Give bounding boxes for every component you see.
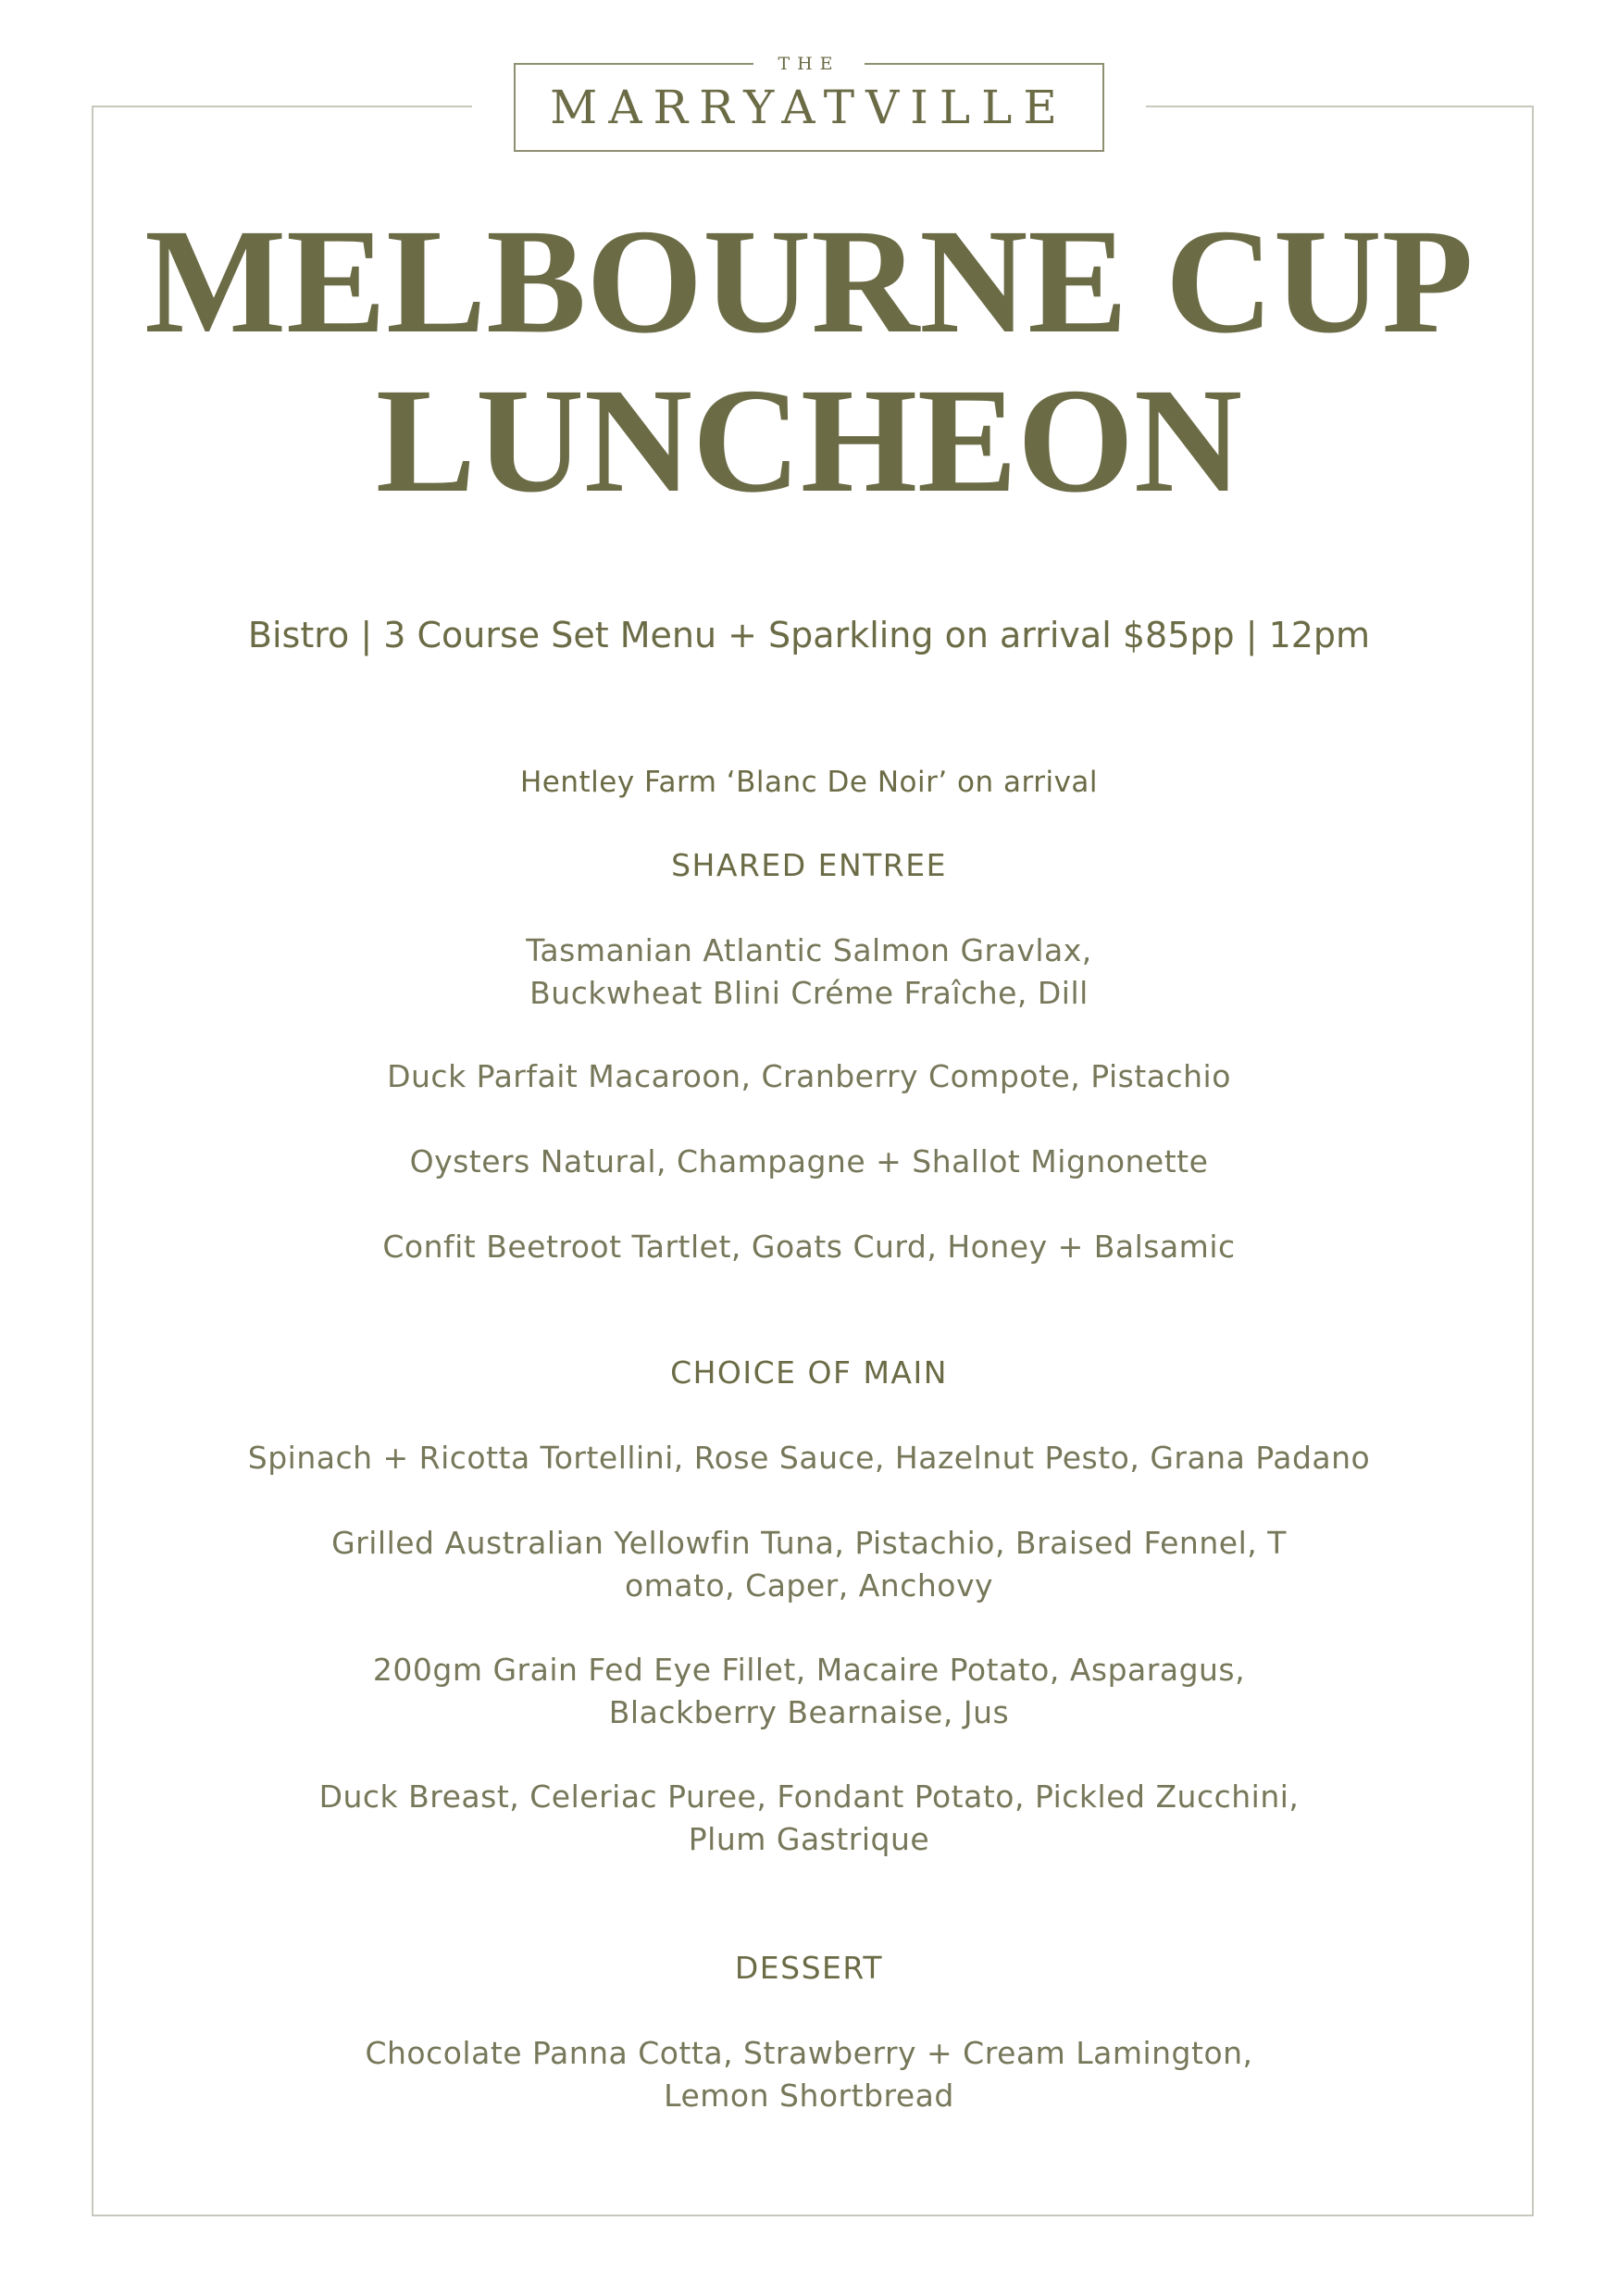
menu-item: 200gm Grain Fed Eye Fillet, Macaire Potato, Asparagus, Blackberry Bearnaise, Jus <box>372 1652 1246 1730</box>
page-title-line-1: MELBOURNE CUP <box>144 199 1474 365</box>
page-title-line-2: LUNCHEON <box>375 358 1243 524</box>
menu-item: Duck Parfait Macaroon, Cranberry Compote, Pistachio <box>387 1058 1231 1094</box>
menu-item: Confit Beetroot Tartlet, Goats Curd, Honey + Balsamic <box>382 1229 1236 1265</box>
menu-item: Grilled Australian Yellowfin Tuna, Pistachio, Braised Fennel, T omato, Caper, Anchovy <box>331 1525 1287 1603</box>
menu-item: Tasmanian Atlantic Salmon Gravlax, Buckwheat Blini Créme Fraîche, Dill <box>526 932 1092 1011</box>
shared-entree-heading: SHARED ENTREE <box>671 847 947 883</box>
menu-subtitle: Bistro | 3 Course Set Menu + Sparkling on arrival $85pp | 12pm <box>247 615 1371 655</box>
menu-item: Spinach + Ricotta Tortellini, Rose Sauce, Hazelnut Pesto, Grana Padano <box>247 1440 1371 1476</box>
choice-of-main-heading: CHOICE OF MAIN <box>670 1354 948 1391</box>
dessert-heading: DESSERT <box>734 1950 884 1986</box>
logo-name-text: MARRYATVILLE <box>550 81 1068 134</box>
arrival-drink: Hentley Farm ‘Blanc De Noir’ on arrival <box>519 766 1099 799</box>
menu-item: Chocolate Panna Cotta, Strawberry + Cream Lamington, Lemon Shortbread <box>365 2035 1253 2114</box>
menu-item: Oysters Natural, Champagne + Shallot Mignonette <box>409 1143 1209 1179</box>
menu-item: Duck Breast, Celeriac Puree, Fondant Potato, Pickled Zucchini, Plum Gastrique <box>318 1778 1300 1857</box>
logo-the-text: THE <box>753 52 864 76</box>
logo <box>514 54 1104 152</box>
